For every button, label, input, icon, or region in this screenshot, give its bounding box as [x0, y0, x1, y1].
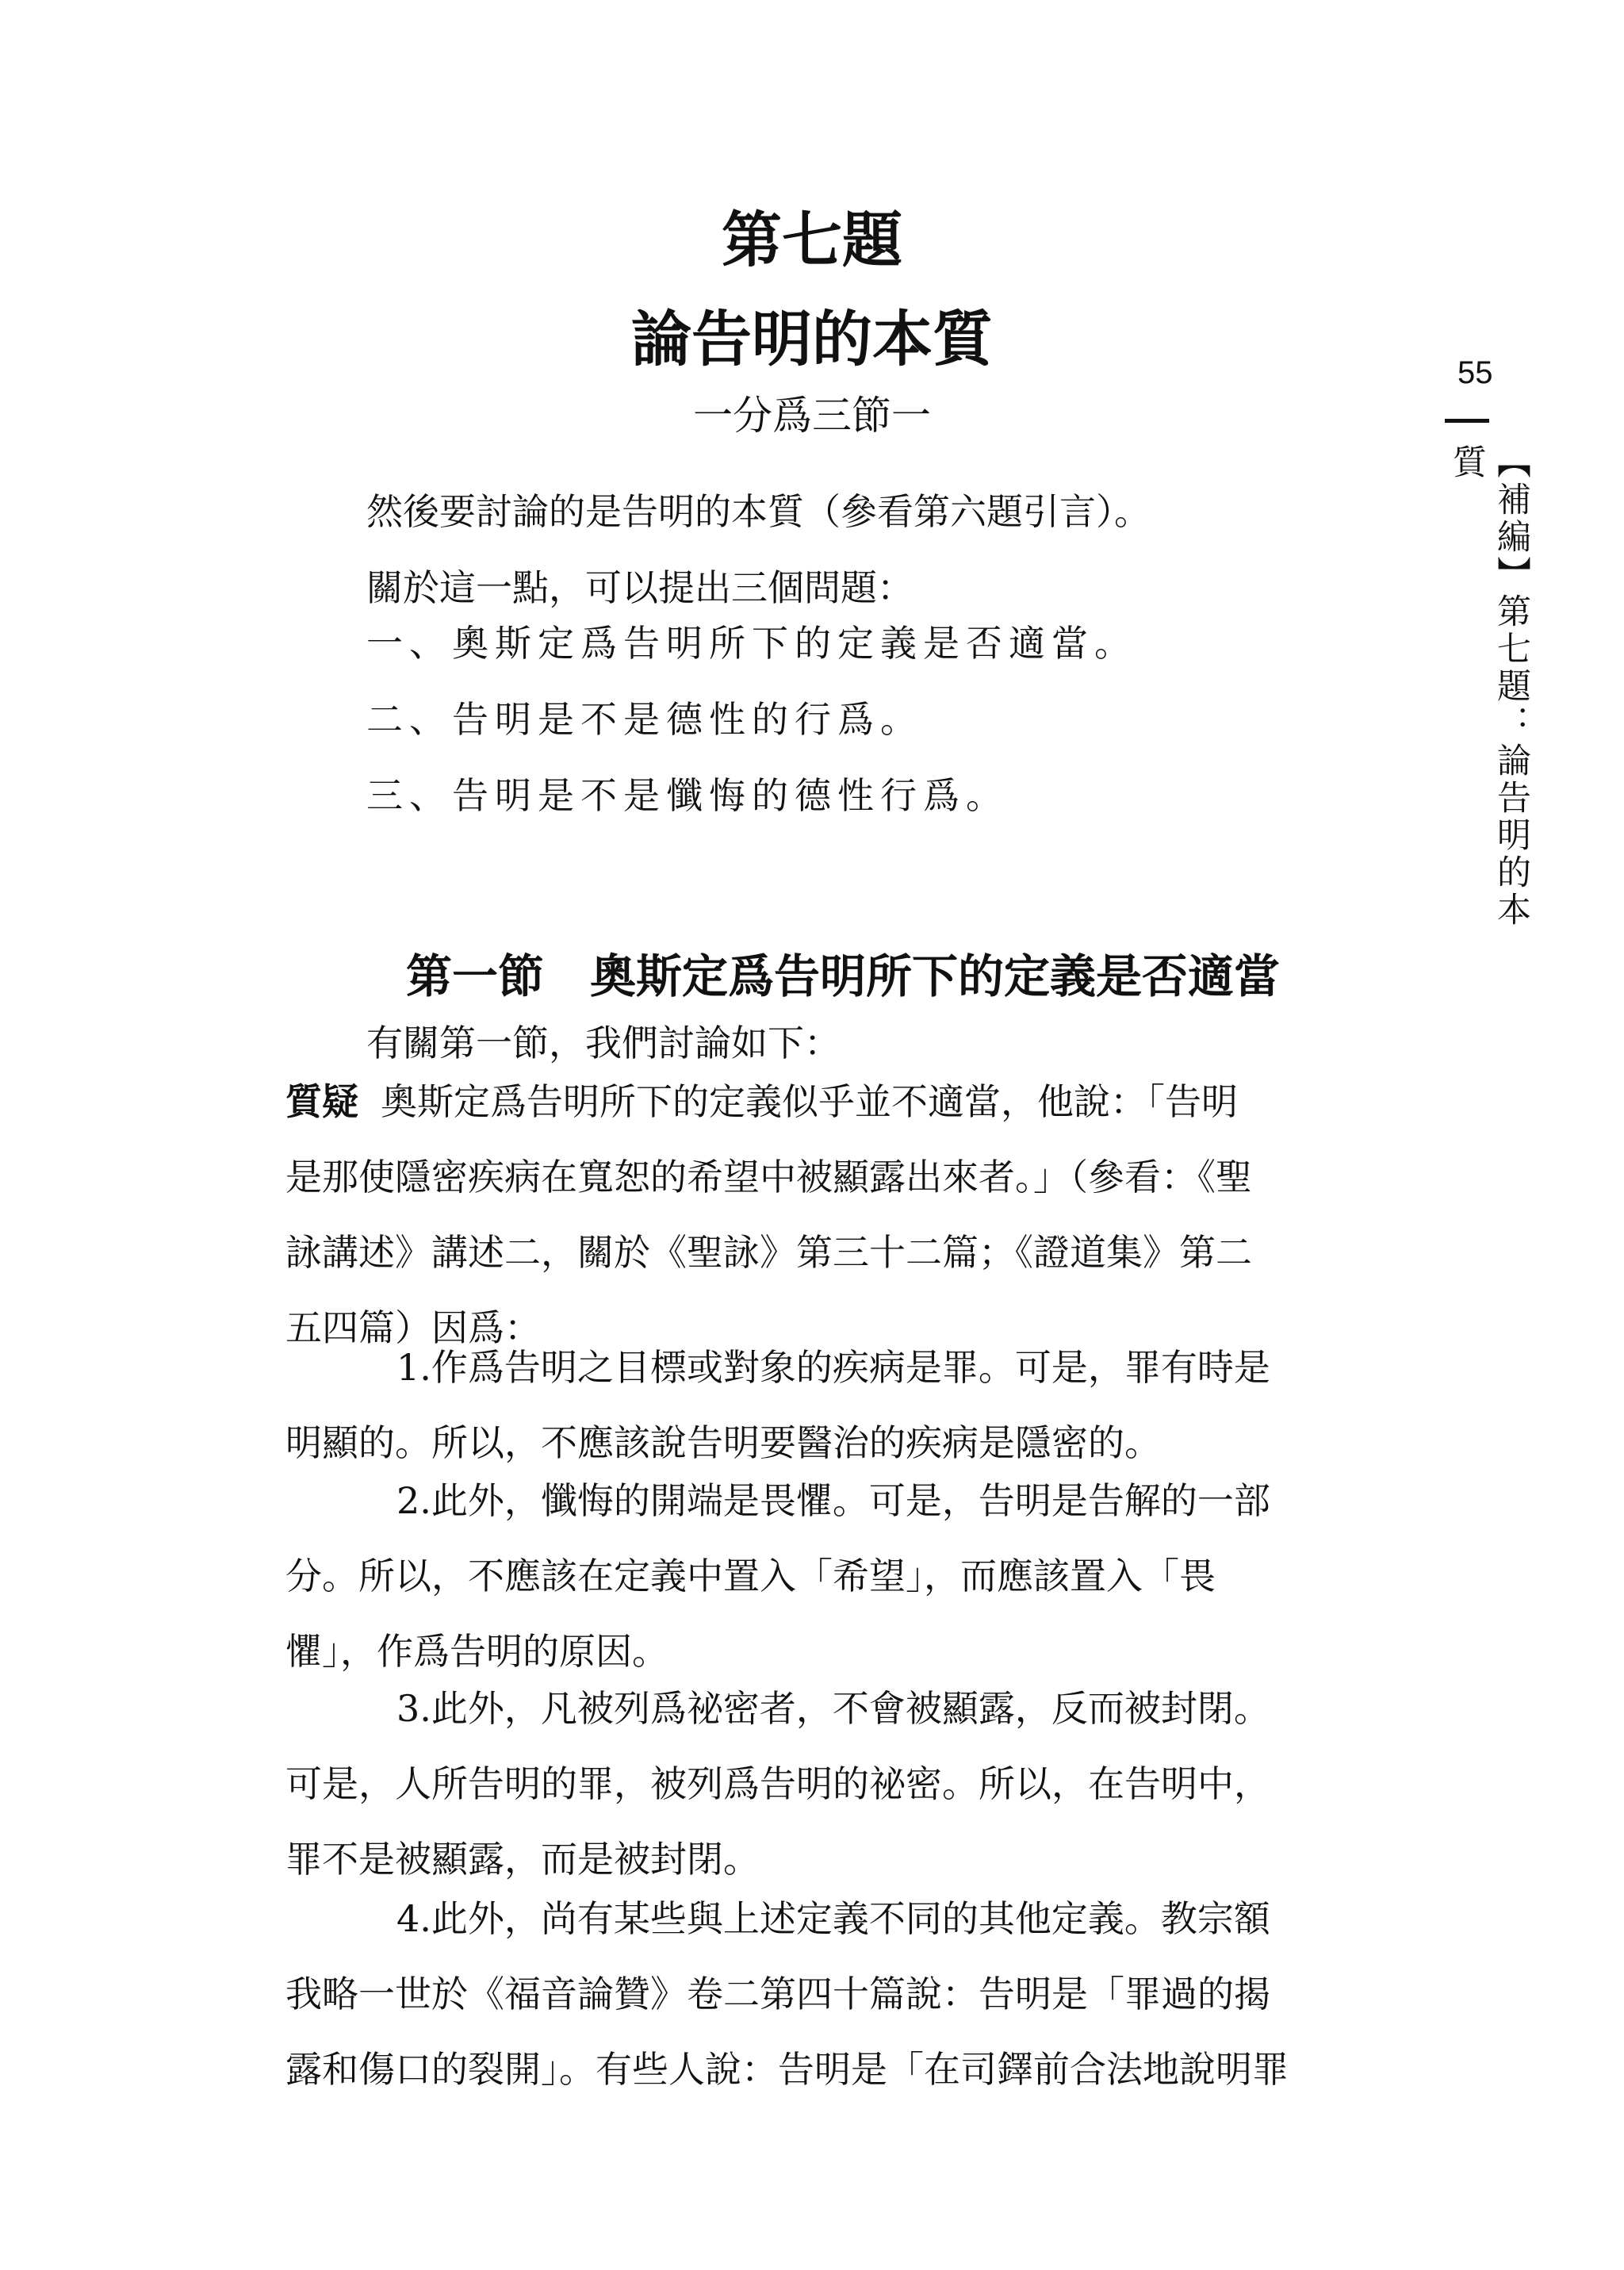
section-number: 第一節: [406, 949, 545, 1003]
point-line: 我略一世於《福音論贊》卷二第四十篇說：告明是「罪過的揭: [285, 1973, 1270, 2015]
point-line: 露和傷口的裂開」。有些人說：告明是「在司鐸前合法地說明罪: [285, 2048, 1289, 2091]
point-line: 4.此外，尚有某些與上述定義不同的其他定義。教宗額: [396, 1897, 1270, 1940]
question-item: 二、告明是不是德性的行爲。: [366, 698, 923, 741]
objection-line: 是那使隱密疾病在寬恕的希望中被顯露出來者。」（參看：《聖: [285, 1156, 1252, 1198]
section-title: 奧斯定爲告明所下的定義是否適當: [590, 949, 1281, 1003]
intro-line: 然後要討論的是告明的本質（參看第六題引言）。: [366, 490, 1151, 533]
objection-line: 五四篇）因爲：: [285, 1306, 541, 1349]
point-line: 3.此外，凡被列爲祕密者，不會被顯露，反而被封閉。: [396, 1687, 1270, 1730]
intro-paragraph: [366, 489, 1397, 641]
point-paragraph: [285, 1478, 1396, 1704]
section-lead: 有關第一節，我們討論如下：: [366, 1022, 841, 1064]
page-number: 55: [1457, 355, 1493, 390]
intro-line: 關於這一點，可以提出三個問題：: [366, 566, 914, 609]
point-line: 分。所以，不應該在定義中置入「希望」，而應該置入「畏: [285, 1555, 1216, 1597]
question-list: [366, 620, 1397, 849]
question-item: 一、奧斯定爲告明所下的定義是否適當。: [366, 622, 1137, 665]
objection-paragraph: [285, 1079, 1396, 1380]
section-heading: [406, 949, 1280, 1004]
topic-number: 第七題: [722, 205, 902, 275]
margin-rule: [1445, 419, 1489, 423]
point-paragraph: [285, 1344, 1396, 1495]
topic-subtitle: 一分爲三節一: [693, 393, 931, 439]
objection-text: 奧斯定爲告明所下的定義似乎並不適當，他說：「告明: [381, 1080, 1238, 1123]
point-line: 明顯的。所以，不應該說告明要醫治的疾病是隱密的。: [285, 1421, 1161, 1464]
objection-label: 質疑: [285, 1080, 358, 1123]
objection-line: [285, 1079, 1396, 1154]
point-paragraph: [285, 1685, 1396, 1911]
point-line: 1.作爲告明之目標或對象的疾病是罪。可是，罪有時是: [396, 1346, 1270, 1389]
point-line: 可是，人所告明的罪，被列爲告明的祕密。所以，在告明中，: [285, 1762, 1270, 1805]
point-line: 2.此外，懺悔的開端是畏懼。可是，告明是告解的一部: [396, 1479, 1270, 1522]
point-paragraph: [285, 1896, 1396, 2122]
point-line: 罪不是被顯露，而是被封閉。: [285, 1838, 760, 1881]
point-line: 懼」，作爲告明的原因。: [285, 1630, 668, 1673]
objection-line: 詠講述》講述二，關於《聖詠》第三十二篇；《證道集》第二: [285, 1231, 1252, 1274]
topic-title: 論告明的本質: [631, 304, 993, 374]
running-header: 【補編】第七題：論告明的本質: [1447, 444, 1531, 929]
question-item: 三、告明是不是懺悔的德性行爲。: [366, 774, 1009, 817]
